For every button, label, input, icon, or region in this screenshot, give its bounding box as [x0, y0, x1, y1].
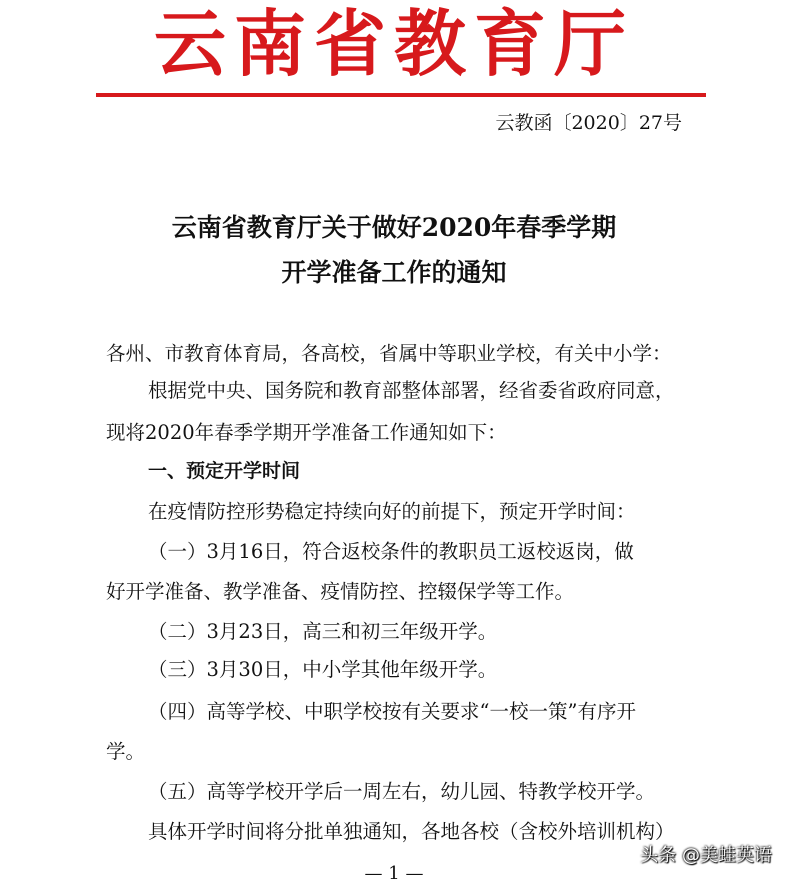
- item-5: （五）高等学校开学后一周左右，幼儿园、特教学校开学。: [148, 780, 656, 803]
- addressee-line: 各州、市教育体育局，各高校，省属中等职业学校，有关中小学：: [106, 342, 672, 365]
- document-title-line-1: 云南省教育厅关于做好2020年春季学期: [171, 213, 617, 242]
- item-4-line-2: 学。: [106, 740, 146, 763]
- section-1-lead: 在疫情防控形势稳定持续向好的前提下，预定开学时间：: [148, 500, 636, 523]
- item-2: （二）3月23日，高三和初三年级开学。: [148, 620, 498, 643]
- intro-line-2: 现将2020年春季学期开学准备工作通知如下：: [106, 421, 507, 444]
- intro-line-1: 根据党中央、国务院和教育部整体部署，经省委省政府同意，: [148, 379, 675, 402]
- section-1-heading: 一、预定开学时间: [148, 460, 301, 482]
- item-3: （三）3月30日，中小学其他年级开学。: [148, 658, 498, 681]
- issuer-masthead: 云南省教育厅: [153, 1, 634, 86]
- document-title-line-2: 开学准备工作的通知: [281, 258, 507, 287]
- watermark: 头条 @美蛙英语: [640, 845, 772, 866]
- document-number: 云教函〔2020〕27号: [495, 112, 682, 134]
- closing-line: 具体开学时间将分批单独通知，各地各校（含校外培训机构）: [148, 820, 675, 843]
- item-1-line-2: 好开学准备、教学准备、疫情防控、控辍保学等工作。: [106, 580, 575, 603]
- item-4-line-1: （四）高等学校、中职学校按有关要求“一校一策”有序开: [148, 700, 636, 723]
- red-divider-line: [96, 93, 706, 97]
- page-number: — 1 —: [364, 863, 424, 884]
- item-1-line-1: （一）3月16日，符合返校条件的教职员工返校返岗，做: [148, 540, 634, 563]
